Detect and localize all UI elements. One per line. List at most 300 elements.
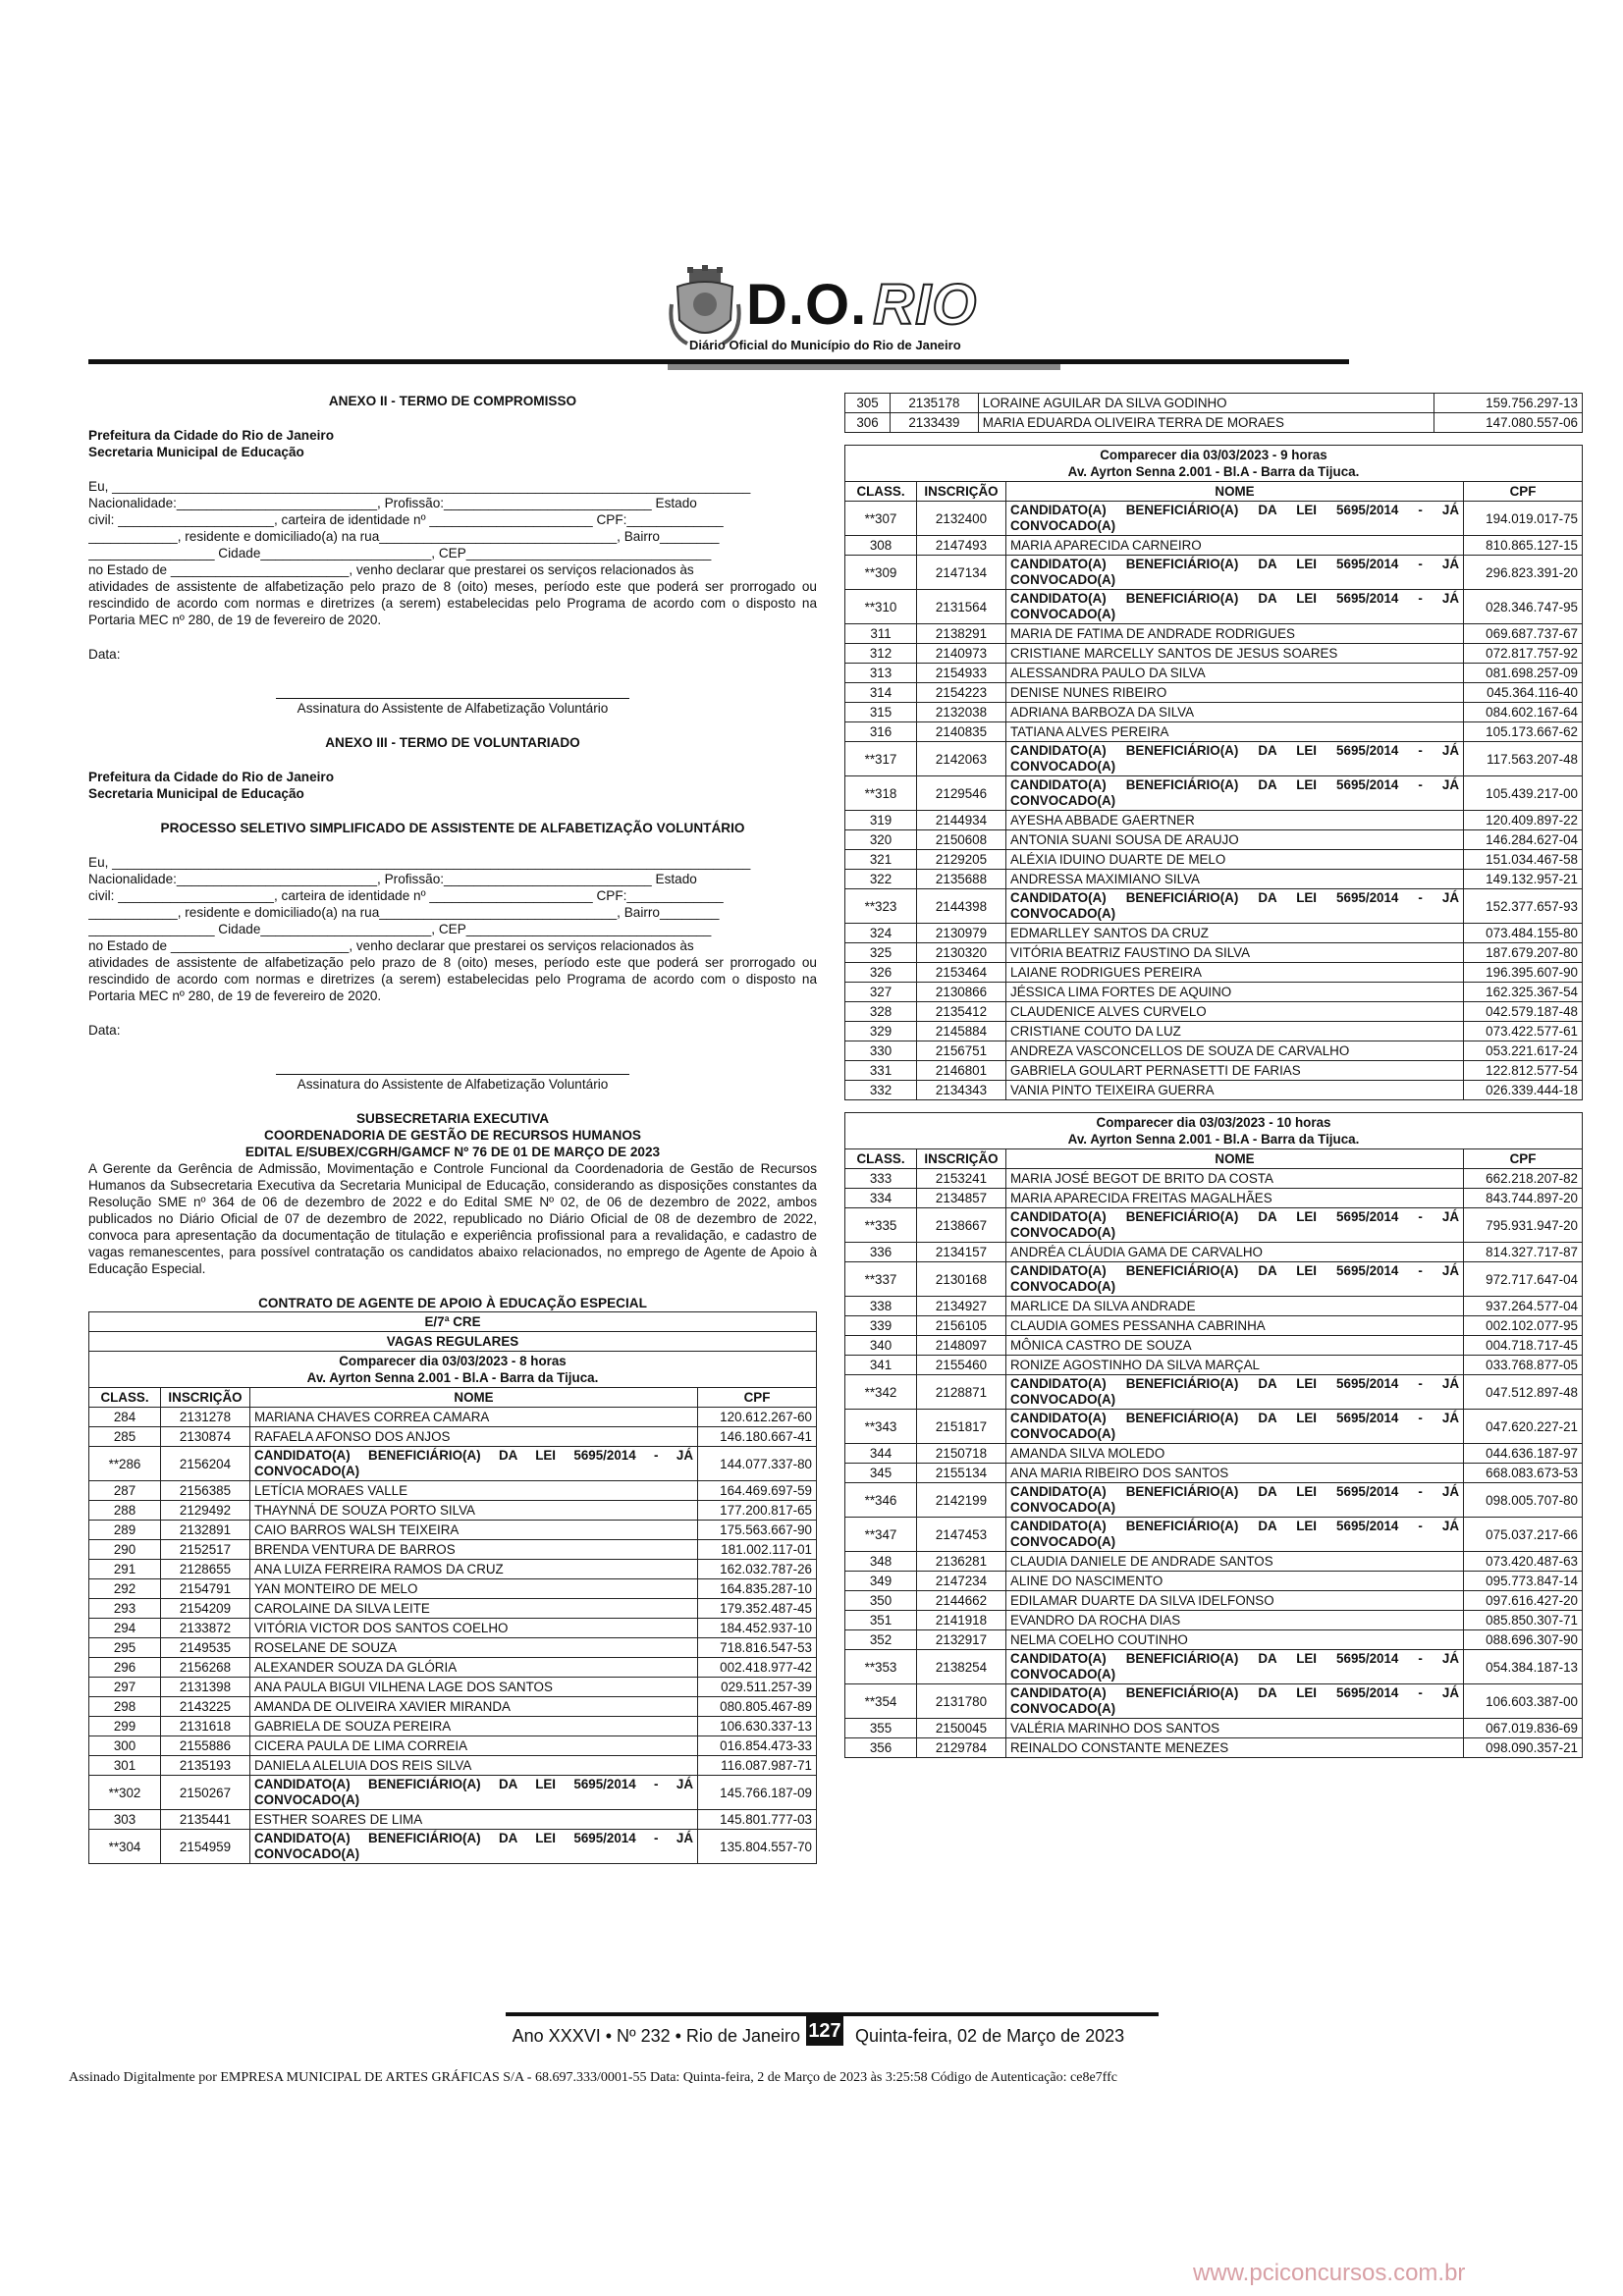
- table-row: [845, 924, 1583, 943]
- row-class: 284: [89, 1408, 161, 1427]
- row-inscricao: 2144934: [917, 811, 1006, 830]
- org-prefeitura-2: Prefeitura da Cidade do Rio de Janeiro: [88, 770, 335, 784]
- row-cpf: 814.327.717-87: [1464, 1243, 1583, 1262]
- row-class: **323: [845, 889, 917, 924]
- row-inscricao: 2136281: [917, 1552, 1006, 1572]
- row-nome: TATIANA ALVES PEREIRA: [1006, 722, 1464, 742]
- table-row: [845, 1336, 1583, 1356]
- row-inscricao: 2133872: [161, 1619, 250, 1638]
- row-cpf: 179.352.487-45: [698, 1599, 817, 1619]
- row-nome: REINALDO CONSTANTE MENEZES: [1006, 1738, 1464, 1758]
- col-class: CLASS.: [845, 482, 917, 502]
- row-nome: CANDIDATO(A) BENEFICIÁRIO(A) DA LEI 5695/2014 - JÁ CONVOCADO(A): [1006, 556, 1464, 590]
- row-inscricao: 2138291: [917, 624, 1006, 644]
- row-class: 285: [89, 1427, 161, 1447]
- row-class: **302: [89, 1776, 161, 1810]
- row-nome: CANDIDATO(A) BENEFICIÁRIO(A) DA LEI 5695/2014 - JÁ CONVOCADO(A): [1006, 1518, 1464, 1552]
- col-cpf: CPF: [1464, 482, 1583, 502]
- row-nome: CANDIDATO(A) BENEFICIÁRIO(A) DA LEI 5695/2014 - JÁ CONVOCADO(A): [1006, 1650, 1464, 1684]
- row-nome: YAN MONTEIRO DE MELO: [250, 1579, 698, 1599]
- row-nome: AYESHA ABBADE GAERTNER: [1006, 811, 1464, 830]
- row-cpf: 088.696.307-90: [1464, 1630, 1583, 1650]
- session-10h-time: Comparecer dia 03/03/2023 - 10 horas: [1096, 1115, 1331, 1130]
- row-cpf: 098.090.357-21: [1464, 1738, 1583, 1758]
- row-nome: MARIA EDUARDA OLIVEIRA TERRA DE MORAES: [978, 413, 1434, 433]
- row-nome: GABRIELA GOULART PERNASETTI DE FARIAS: [1006, 1061, 1464, 1081]
- row-cpf: 045.364.116-40: [1464, 683, 1583, 703]
- row-cpf: 164.835.287-10: [698, 1579, 817, 1599]
- table-row: [89, 1599, 817, 1619]
- row-nome: EDILAMAR DUARTE DA SILVA IDELFONSO: [1006, 1591, 1464, 1611]
- row-cpf: 146.284.627-04: [1464, 830, 1583, 850]
- session-9h-time: Comparecer dia 03/03/2023 - 9 horas: [1100, 448, 1327, 462]
- row-nome: CANDIDATO(A) BENEFICIÁRIO(A) DA LEI 5695/2014 - JÁ CONVOCADO(A): [1006, 889, 1464, 924]
- row-nome: MÔNICA CASTRO DE SOUZA: [1006, 1336, 1464, 1356]
- row-cpf: 162.032.787-26: [698, 1560, 817, 1579]
- table-row: [89, 1638, 817, 1658]
- form-line: civil: _____________________, carteira de identidade nº ______________________ CPF:_____________: [88, 888, 724, 903]
- table-row: [845, 1611, 1583, 1630]
- table-row: [845, 722, 1583, 742]
- session-8h: [89, 1352, 817, 1388]
- row-cpf: 026.339.444-18: [1464, 1081, 1583, 1100]
- contrato-title: CONTRATO DE AGENTE DE APOIO À EDUCAÇÃO ESPECIAL: [258, 1296, 647, 1310]
- form-text-1: atividades de assistente de alfabetização pelo prazo de 8 (oito) meses, período este que poderá ser prorrogado ou rescindido de acordo com normas e diretrizes (a serem) estabelecidas pelo Programa de acordo com o disposto na Portaria MEC nº 280, de 19 de fevereiro de 2020.: [88, 579, 817, 627]
- row-inscricao: 2128655: [161, 1560, 250, 1579]
- col-inscricao: INSCRIÇÃO: [917, 1149, 1006, 1169]
- row-nome: ALINE DO NASCIMENTO: [1006, 1572, 1464, 1591]
- table-row: [845, 1297, 1583, 1316]
- row-cpf: 296.823.391-20: [1464, 556, 1583, 590]
- row-class: 311: [845, 624, 917, 644]
- row-cpf: 147.080.557-06: [1434, 413, 1582, 433]
- row-class: 305: [845, 394, 891, 413]
- form-text-2: atividades de assistente de alfabetização pelo prazo de 8 (oito) meses, período este que poderá ser prorrogado ou rescindido de acordo com normas e diretrizes (a serem) estabelecidas pelo Programa de acordo com o disposto na Portaria MEC nº 280, de 19 de fevereiro de 2020.: [88, 955, 817, 1003]
- row-cpf: 033.768.877-05: [1464, 1356, 1583, 1375]
- form-line: ____________, residente e domiciliado(a) na rua________________________________, Bairro________: [88, 905, 720, 920]
- row-class: **309: [845, 556, 917, 590]
- row-nome: CANDIDATO(A) BENEFICIÁRIO(A) DA LEI 5695/2014 - JÁ CONVOCADO(A): [1006, 590, 1464, 624]
- row-inscricao: 2147493: [917, 536, 1006, 556]
- table-header-row: [845, 482, 1583, 502]
- row-cpf: 073.422.577-61: [1464, 1022, 1583, 1041]
- table-row: [89, 1560, 817, 1579]
- row-cpf: 075.037.217-66: [1464, 1518, 1583, 1552]
- coordenadoria-title: COORDENADORIA DE GESTÃO DE RECURSOS HUMANOS: [264, 1128, 641, 1143]
- row-class: 333: [845, 1169, 917, 1189]
- row-cpf: 042.579.187-48: [1464, 1002, 1583, 1022]
- org-secretaria: Secretaria Municipal de Educação: [88, 445, 304, 459]
- form-line: ____________, residente e domiciliado(a) na rua________________________________, Bairro________: [88, 529, 720, 544]
- table-row: [845, 742, 1583, 776]
- table-row: [845, 1316, 1583, 1336]
- row-class: 344: [845, 1444, 917, 1464]
- row-cpf: 081.698.257-09: [1464, 664, 1583, 683]
- row-cpf: 159.756.297-13: [1434, 394, 1582, 413]
- row-nome: MARIA JOSÉ BEGOT DE BRITO DA COSTA: [1006, 1169, 1464, 1189]
- row-class: 291: [89, 1560, 161, 1579]
- row-class: 319: [845, 811, 917, 830]
- source-site-url[interactable]: www.pciconcursos.com.br: [1193, 2260, 1466, 2286]
- row-class: 300: [89, 1736, 161, 1756]
- row-nome: VALÉRIA MARINHO DOS SANTOS: [1006, 1719, 1464, 1738]
- row-nome: ANTONIA SUANI SOUSA DE ARAUJO: [1006, 830, 1464, 850]
- table-row: [89, 1736, 817, 1756]
- row-inscricao: 2155134: [917, 1464, 1006, 1483]
- row-class: 297: [89, 1678, 161, 1697]
- row-nome: CLAUDIA GOMES PESSANHA CABRINHA: [1006, 1316, 1464, 1336]
- table-row: [89, 1521, 817, 1540]
- table-row: [845, 536, 1583, 556]
- row-class: 294: [89, 1619, 161, 1638]
- row-inscricao: 2147134: [917, 556, 1006, 590]
- table-row: [845, 624, 1583, 644]
- row-class: 349: [845, 1572, 917, 1591]
- row-cpf: 105.173.667-62: [1464, 722, 1583, 742]
- row-cpf: 162.325.367-54: [1464, 983, 1583, 1002]
- row-class: 351: [845, 1611, 917, 1630]
- table-header-row: [845, 1149, 1583, 1169]
- table-row: [845, 963, 1583, 983]
- row-nome: CAIO BARROS WALSH TEIXEIRA: [250, 1521, 698, 1540]
- row-class: **310: [845, 590, 917, 624]
- table-row: [845, 1591, 1583, 1611]
- table-row: [845, 850, 1583, 870]
- row-class: 326: [845, 963, 917, 983]
- table-row: [89, 1658, 817, 1678]
- table-row: [845, 1464, 1583, 1483]
- table-row: [845, 811, 1583, 830]
- row-inscricao: 2154209: [161, 1599, 250, 1619]
- candidates-table-10h: [844, 1112, 1583, 1758]
- row-cpf: 095.773.847-14: [1464, 1572, 1583, 1591]
- row-class: **286: [89, 1447, 161, 1481]
- signature-line-1: Assinatura do Assistente de Alfabetização Voluntário: [276, 698, 629, 717]
- row-cpf: 054.384.187-13: [1464, 1650, 1583, 1684]
- row-nome: CAROLAINE DA SILVA LEITE: [250, 1599, 698, 1619]
- row-nome: CANDIDATO(A) BENEFICIÁRIO(A) DA LEI 5695/2014 - JÁ CONVOCADO(A): [250, 1447, 698, 1481]
- brand-subtitle: Diário Oficial do Município do Rio de Janeiro: [689, 338, 961, 352]
- candidates-table-9h: [844, 445, 1583, 1100]
- row-cpf: 105.439.217-00: [1464, 776, 1583, 811]
- row-cpf: 072.817.757-92: [1464, 644, 1583, 664]
- row-nome: CANDIDATO(A) BENEFICIÁRIO(A) DA LEI 5695/2014 - JÁ CONVOCADO(A): [250, 1830, 698, 1864]
- row-inscricao: 2132400: [917, 502, 1006, 536]
- row-inscricao: 2135412: [917, 1002, 1006, 1022]
- table-row: [845, 1169, 1583, 1189]
- form-line: Eu, ______________________________________________________________________________________: [88, 479, 751, 494]
- row-nome: CANDIDATO(A) BENEFICIÁRIO(A) DA LEI 5695/2014 - JÁ CONVOCADO(A): [1006, 776, 1464, 811]
- row-cpf: 120.409.897-22: [1464, 811, 1583, 830]
- table-row: [845, 889, 1583, 924]
- row-cpf: 002.102.077-95: [1464, 1316, 1583, 1336]
- row-cpf: 073.420.487-63: [1464, 1552, 1583, 1572]
- row-nome: JÉSSICA LIMA FORTES DE AQUINO: [1006, 983, 1464, 1002]
- row-nome: VITÓRIA BEATRIZ FAUSTINO DA SILVA: [1006, 943, 1464, 963]
- brand-do: D.O.: [746, 273, 868, 337]
- row-nome: CICERA PAULA DE LIMA CORREIA: [250, 1736, 698, 1756]
- col-nome: NOME: [1006, 1149, 1464, 1169]
- row-cpf: 937.264.577-04: [1464, 1297, 1583, 1316]
- form-lines-1: [88, 478, 817, 578]
- row-cpf: 181.002.117-01: [698, 1540, 817, 1560]
- row-class: 334: [845, 1189, 917, 1208]
- table-row: [845, 413, 1583, 433]
- row-inscricao: 2129546: [917, 776, 1006, 811]
- row-cpf: 662.218.207-82: [1464, 1169, 1583, 1189]
- row-inscricao: 2153241: [917, 1169, 1006, 1189]
- row-inscricao: 2154933: [917, 664, 1006, 683]
- table-row: [89, 1810, 817, 1830]
- row-inscricao: 2156751: [917, 1041, 1006, 1061]
- row-class: **317: [845, 742, 917, 776]
- row-inscricao: 2134927: [917, 1297, 1006, 1316]
- row-nome: ANDREZA VASCONCELLOS DE SOUZA DE CARVALHO: [1006, 1041, 1464, 1061]
- row-cpf: 152.377.657-93: [1464, 889, 1583, 924]
- row-class: 287: [89, 1481, 161, 1501]
- table-row: [89, 1717, 817, 1736]
- table-row: [845, 1022, 1583, 1041]
- col-nome: NOME: [1006, 482, 1464, 502]
- row-class: 296: [89, 1658, 161, 1678]
- row-nome: AMANDA SILVA MOLEDO: [1006, 1444, 1464, 1464]
- row-class: **353: [845, 1650, 917, 1684]
- table-row: [89, 1619, 817, 1638]
- row-cpf: 175.563.667-90: [698, 1521, 817, 1540]
- row-class: **347: [845, 1518, 917, 1552]
- row-inscricao: 2148097: [917, 1336, 1006, 1356]
- row-inscricao: 2150608: [917, 830, 1006, 850]
- header-rule-accent: [668, 364, 1060, 370]
- row-inscricao: 2132891: [161, 1521, 250, 1540]
- table-row: [845, 644, 1583, 664]
- row-nome: ALÉXIA IDUINO DUARTE DE MELO: [1006, 850, 1464, 870]
- table-row: [845, 1002, 1583, 1022]
- row-inscricao: 2155460: [917, 1356, 1006, 1375]
- row-cpf: 135.804.557-70: [698, 1830, 817, 1864]
- row-class: 293: [89, 1599, 161, 1619]
- row-cpf: 097.616.427-20: [1464, 1591, 1583, 1611]
- row-class: 315: [845, 703, 917, 722]
- row-nome: ANA MARIA RIBEIRO DOS SANTOS: [1006, 1464, 1464, 1483]
- form-line: no Estado de ________________________, venho declarar que prestarei os serviços relacionados às: [88, 938, 694, 953]
- row-inscricao: 2151817: [917, 1410, 1006, 1444]
- row-inscricao: 2128871: [917, 1375, 1006, 1410]
- row-nome: MARLICE DA SILVA ANDRADE: [1006, 1297, 1464, 1316]
- table-row: [845, 1356, 1583, 1375]
- row-nome: CANDIDATO(A) BENEFICIÁRIO(A) DA LEI 5695/2014 - JÁ CONVOCADO(A): [1006, 1684, 1464, 1719]
- row-class: 290: [89, 1540, 161, 1560]
- row-nome: ADRIANA BARBOZA DA SILVA: [1006, 703, 1464, 722]
- footer-edition: Ano XXXVI • Nº 232 • Rio de Janeiro: [512, 2026, 800, 2046]
- row-inscricao: 2129492: [161, 1501, 250, 1521]
- row-inscricao: 2153464: [917, 963, 1006, 983]
- date-label-1: Data:: [88, 647, 121, 662]
- table-row: [845, 1650, 1583, 1684]
- table-row: [845, 703, 1583, 722]
- row-inscricao: 2150045: [917, 1719, 1006, 1738]
- row-class: 331: [845, 1061, 917, 1081]
- right-column: [844, 393, 1583, 1758]
- row-inscricao: 2135441: [161, 1810, 250, 1830]
- session-8h-address: Av. Ayrton Senna 2.001 - Bl.A - Barra da Tijuca.: [306, 1370, 599, 1385]
- table-row: [845, 1262, 1583, 1297]
- row-cpf: 149.132.957-21: [1464, 870, 1583, 889]
- table-row: [89, 1756, 817, 1776]
- table-row: [845, 556, 1583, 590]
- row-nome: ROSELANE DE SOUZA: [250, 1638, 698, 1658]
- row-cpf: 972.717.647-04: [1464, 1262, 1583, 1297]
- row-inscricao: 2131780: [917, 1684, 1006, 1719]
- row-class: 316: [845, 722, 917, 742]
- edital-title: EDITAL E/SUBEX/CGRH/GAMCF Nº 76 DE 01 DE MARÇO DE 2023: [244, 1145, 661, 1159]
- row-cpf: 004.718.717-45: [1464, 1336, 1583, 1356]
- row-cpf: 106.630.337-13: [698, 1717, 817, 1736]
- candidates-table-8h-cont: [844, 393, 1583, 433]
- row-inscricao: 2129784: [917, 1738, 1006, 1758]
- subsecretaria-title: SUBSECRETARIA EXECUTIVA: [355, 1111, 550, 1126]
- row-inscricao: 2154959: [161, 1830, 250, 1864]
- row-cpf: 044.636.187-97: [1464, 1444, 1583, 1464]
- row-class: **337: [845, 1262, 917, 1297]
- row-cpf: 047.512.897-48: [1464, 1375, 1583, 1410]
- table-row: [89, 1830, 817, 1864]
- row-inscricao: 2142199: [917, 1483, 1006, 1518]
- row-inscricao: 2147453: [917, 1518, 1006, 1552]
- form-line: Eu, ______________________________________________________________________________________: [88, 855, 751, 870]
- row-nome: ESTHER SOARES DE LIMA: [250, 1810, 698, 1830]
- row-nome: BRENDA VENTURA DE BARROS: [250, 1540, 698, 1560]
- row-cpf: 084.602.167-64: [1464, 703, 1583, 722]
- col-inscricao: INSCRIÇÃO: [917, 482, 1006, 502]
- table-row: [845, 1572, 1583, 1591]
- table-row: [845, 1243, 1583, 1262]
- row-inscricao: 2132038: [917, 703, 1006, 722]
- row-inscricao: 2131398: [161, 1678, 250, 1697]
- row-cpf: 145.766.187-09: [698, 1776, 817, 1810]
- row-inscricao: 2156385: [161, 1481, 250, 1501]
- row-nome: ALEXANDER SOUZA DA GLÓRIA: [250, 1658, 698, 1678]
- row-class: 312: [845, 644, 917, 664]
- table-row: [845, 870, 1583, 889]
- row-nome: ANDRÉA CLÁUDIA GAMA DE CARVALHO: [1006, 1243, 1464, 1262]
- table-row: [845, 590, 1583, 624]
- session-8h-time: Comparecer dia 03/03/2023 - 8 horas: [339, 1354, 567, 1368]
- row-cpf: 067.019.836-69: [1464, 1719, 1583, 1738]
- row-cpf: 151.034.467-58: [1464, 850, 1583, 870]
- row-nome: CRISTIANE COUTO DA LUZ: [1006, 1022, 1464, 1041]
- table-row: [89, 1501, 817, 1521]
- row-class: 339: [845, 1316, 917, 1336]
- row-nome: DENISE NUNES RIBEIRO: [1006, 683, 1464, 703]
- row-inscricao: 2152517: [161, 1540, 250, 1560]
- table-row: [89, 1697, 817, 1717]
- row-nome: THAYNNÁ DE SOUZA PORTO SILVA: [250, 1501, 698, 1521]
- row-class: 313: [845, 664, 917, 683]
- row-cpf: 164.469.697-59: [698, 1481, 817, 1501]
- row-class: **304: [89, 1830, 161, 1864]
- row-inscricao: 2147234: [917, 1572, 1006, 1591]
- page-footer: [506, 2012, 1159, 2059]
- row-inscricao: 2130168: [917, 1262, 1006, 1297]
- table-row: [89, 1481, 817, 1501]
- vagas-label: VAGAS REGULARES: [89, 1332, 817, 1352]
- row-class: **354: [845, 1684, 917, 1719]
- row-nome: MARIA APARECIDA CARNEIRO: [1006, 536, 1464, 556]
- row-nome: CANDIDATO(A) BENEFICIÁRIO(A) DA LEI 5695/2014 - JÁ CONVOCADO(A): [1006, 1375, 1464, 1410]
- brand-logo: [746, 275, 977, 336]
- table-row: [845, 1208, 1583, 1243]
- row-inscricao: 2146801: [917, 1061, 1006, 1081]
- row-nome: CANDIDATO(A) BENEFICIÁRIO(A) DA LEI 5695/2014 - JÁ CONVOCADO(A): [250, 1776, 698, 1810]
- col-class: CLASS.: [89, 1388, 161, 1408]
- row-class: 327: [845, 983, 917, 1002]
- row-class: 356: [845, 1738, 917, 1758]
- form-line: Nacionalidade:___________________________, Profissão:____________________________ Estado: [88, 872, 697, 886]
- row-nome: CANDIDATO(A) BENEFICIÁRIO(A) DA LEI 5695/2014 - JÁ CONVOCADO(A): [1006, 1208, 1464, 1243]
- form-line: _________________ Cidade_______________________, CEP_________________________________: [88, 546, 712, 561]
- table-row: [89, 1579, 817, 1599]
- table-row: [845, 1375, 1583, 1410]
- row-nome: CLAUDIA DANIELE DE ANDRADE SANTOS: [1006, 1552, 1464, 1572]
- row-nome: VANIA PINTO TEIXEIRA GUERRA: [1006, 1081, 1464, 1100]
- table-row: [845, 1684, 1583, 1719]
- table-row: [845, 1518, 1583, 1552]
- row-cpf: 047.620.227-21: [1464, 1410, 1583, 1444]
- row-nome: DANIELA ALELUIA DOS REIS SILVA: [250, 1756, 698, 1776]
- session-9h: [845, 446, 1583, 482]
- row-cpf: 718.816.547-53: [698, 1638, 817, 1658]
- table-row: [89, 1427, 817, 1447]
- row-inscricao: 2143225: [161, 1697, 250, 1717]
- row-inscricao: 2145884: [917, 1022, 1006, 1041]
- row-cpf: 028.346.747-95: [1464, 590, 1583, 624]
- table-row: [845, 830, 1583, 850]
- row-class: 320: [845, 830, 917, 850]
- cre-label: E/7ª CRE: [89, 1312, 817, 1332]
- table-header-row: [89, 1388, 817, 1408]
- session-10h: [845, 1113, 1583, 1149]
- row-class: 289: [89, 1521, 161, 1540]
- row-inscricao: 2150267: [161, 1776, 250, 1810]
- row-inscricao: 2135688: [917, 870, 1006, 889]
- row-cpf: 073.484.155-80: [1464, 924, 1583, 943]
- row-class: 330: [845, 1041, 917, 1061]
- row-nome: NELMA COELHO COUTINHO: [1006, 1630, 1464, 1650]
- row-nome: RAFAELA AFONSO DOS ANJOS: [250, 1427, 698, 1447]
- row-cpf: 146.180.667-41: [698, 1427, 817, 1447]
- row-cpf: 053.221.617-24: [1464, 1041, 1583, 1061]
- row-nome: ANDRESSA MAXIMIANO SILVA: [1006, 870, 1464, 889]
- row-class: **346: [845, 1483, 917, 1518]
- row-cpf: 069.687.737-67: [1464, 624, 1583, 644]
- row-cpf: 795.931.947-20: [1464, 1208, 1583, 1243]
- anexo2-title: ANEXO II - TERMO DE COMPROMISSO: [328, 394, 577, 408]
- row-inscricao: 2140973: [917, 644, 1006, 664]
- col-class: CLASS.: [845, 1149, 917, 1169]
- edital-text: A Gerente da Gerência de Admissão, Movimentação e Controle Funcional da Coordenadoria de Gestão de Recursos Humanos da Subsecretaria Executiva da Secretaria Municipal de Educação, considerando as disposições constantes da Resolução SME nº 364 de 06 de dezembro de 2022 e do Edital SME Nº 02, de 06 de dezembro de 2022, ambos publicados no Diário Oficial de 07 de dezembro de 2022, republicado no Diário Oficial de 08 de dezembro de 2022, convoca para apresentação da documentação de titulação e experiência profissional para a revalidação, e cadastro de vagas remanescentes, para possível contratação os candidatos abaixo relacionados, no emprego de Agente de Apoio à Educação Especial.: [88, 1161, 817, 1276]
- table-row: [845, 1738, 1583, 1758]
- table-row: [845, 1483, 1583, 1518]
- row-inscricao: 2144398: [917, 889, 1006, 924]
- row-nome: EDMARLLEY SANTOS DA CRUZ: [1006, 924, 1464, 943]
- row-cpf: 187.679.207-80: [1464, 943, 1583, 963]
- row-class: 321: [845, 850, 917, 870]
- row-inscricao: 2134857: [917, 1189, 1006, 1208]
- row-cpf: 843.744.897-20: [1464, 1189, 1583, 1208]
- row-class: 350: [845, 1591, 917, 1611]
- row-inscricao: 2150718: [917, 1444, 1006, 1464]
